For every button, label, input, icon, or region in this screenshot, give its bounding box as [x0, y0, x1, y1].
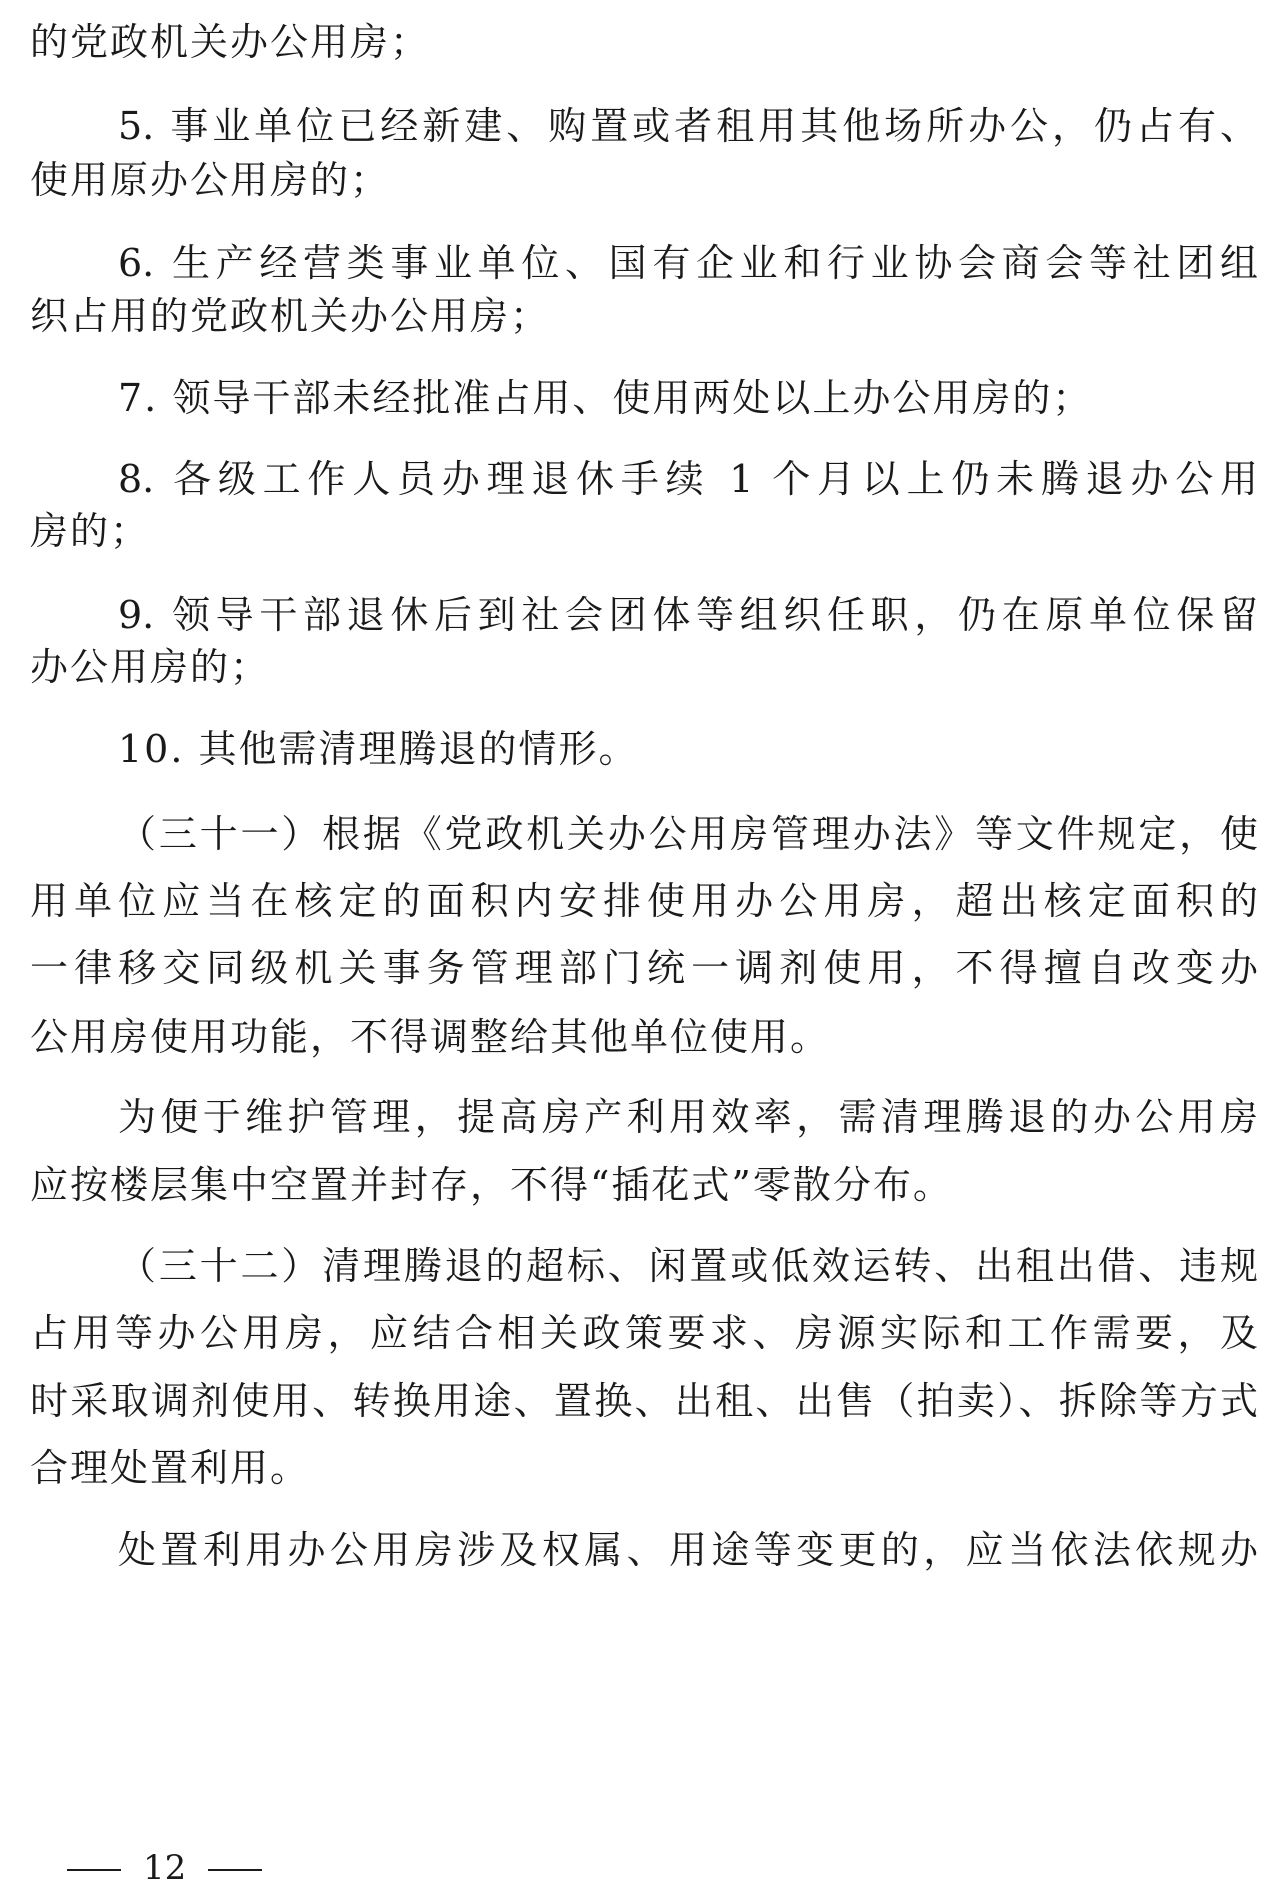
text-line: 合理处置利用。 — [30, 1446, 311, 1490]
text-line: 用单位应当在核定的面积内安排使用办公用房，超出核定面积的 — [30, 879, 1258, 923]
text-line: 应按楼层集中空置并封存，不得“插花式”零散分布。 — [30, 1163, 953, 1207]
page-footer — [45, 1843, 284, 1893]
text-line: 为便于维护管理，提高房产利用效率，需清理腾退的办公用房 — [118, 1095, 1258, 1139]
text-line: 8. 各级工作人员办理退休手续 1 个月以上仍未腾退办公用 — [118, 457, 1258, 501]
footer-dash-right — [208, 1869, 262, 1871]
text-line: 9. 领导干部退休后到社会团体等组织任职，仍在原单位保留 — [118, 593, 1258, 637]
page-number: 12 — [143, 1848, 187, 1888]
text-line: 时采取调剂使用、转换用途、置换、出租、出售（拍卖）、拆除等方式 — [30, 1379, 1258, 1423]
text-line: 办公用房的； — [30, 645, 271, 689]
text-line: 占用等办公用房，应结合相关政策要求、房源实际和工作需要，及 — [30, 1311, 1258, 1355]
text-line: 7. 领导干部未经批准占用、使用两处以上办公用房的； — [118, 376, 1093, 420]
text-line: 使用原办公用房的； — [30, 158, 391, 202]
text-line: 的党政机关办公用房； — [30, 20, 431, 64]
text-line: 10. 其他需清理腾退的情形。 — [118, 727, 639, 771]
text-line: 房的； — [30, 509, 151, 553]
footer-dash-left — [67, 1869, 121, 1871]
text-line: （三十一）根据《党政机关办公用房管理办法》等文件规定，使 — [118, 812, 1258, 856]
text-line: 公用房使用功能，不得调整给其他单位使用。 — [30, 1015, 831, 1059]
text-line: 5. 事业单位已经新建、购置或者租用其他场所办公，仍占有、 — [118, 104, 1258, 148]
text-line: 处置利用办公用房涉及权属、用途等变更的，应当依法依规办 — [118, 1528, 1258, 1572]
text-line: 6. 生产经营类事业单位、国有企业和行业协会商会等社团组 — [118, 241, 1258, 285]
text-line: （三十二）清理腾退的超标、闲置或低效运转、出租出借、违规 — [118, 1244, 1258, 1288]
text-line: 一律移交同级机关事务管理部门统一调剂使用，不得擅自改变办 — [30, 946, 1258, 990]
text-line: 织占用的党政机关办公用房； — [30, 294, 551, 338]
